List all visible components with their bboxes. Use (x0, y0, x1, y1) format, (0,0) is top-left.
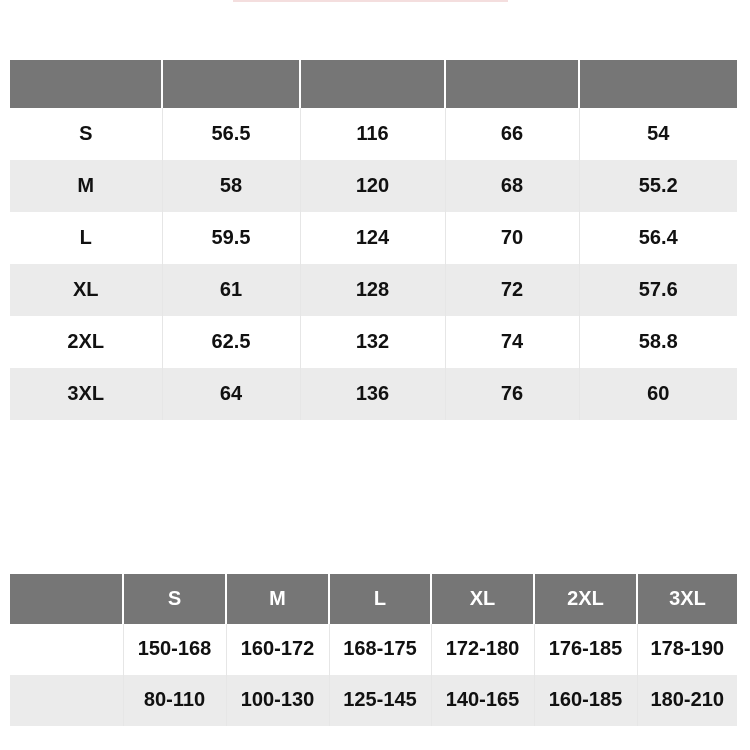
table-cell: 176-185 (534, 624, 637, 675)
table-cell: 54 (579, 108, 737, 160)
header-cell: XL (431, 574, 534, 624)
table-cell: 160-172 (226, 624, 329, 675)
table-header-row (10, 574, 737, 624)
table-cell: 128 (300, 264, 445, 316)
size-cell: 3XL (10, 368, 162, 420)
measurements-table (10, 60, 737, 420)
top-accent-line (233, 0, 508, 2)
table-cell: 64 (162, 368, 300, 420)
row-label-cell (10, 624, 123, 675)
table-cell: 76 (445, 368, 579, 420)
table-cell: 132 (300, 316, 445, 368)
table-row (10, 264, 737, 316)
header-cell: L (329, 574, 431, 624)
table-cell: 124 (300, 212, 445, 264)
table-header-row (10, 60, 737, 108)
table-cell: 172-180 (431, 624, 534, 675)
table-row (10, 108, 737, 160)
size-cell: M (10, 160, 162, 212)
table-cell: 125-145 (329, 675, 431, 726)
table-cell: 70 (445, 212, 579, 264)
header-cell: S (123, 574, 226, 624)
header-cell: 2XL (534, 574, 637, 624)
header-cell (300, 60, 445, 108)
table-row (10, 675, 737, 726)
table-row (10, 212, 737, 264)
table-row (10, 316, 737, 368)
table-cell: 68 (445, 160, 579, 212)
table-row (10, 368, 737, 420)
size-fit-table (10, 574, 737, 726)
header-cell (10, 60, 162, 108)
table-row (10, 160, 737, 212)
table-cell: 150-168 (123, 624, 226, 675)
table-cell: 55.2 (579, 160, 737, 212)
table-cell: 140-165 (431, 675, 534, 726)
table-cell: 168-175 (329, 624, 431, 675)
header-cell (445, 60, 579, 108)
table-cell: 180-210 (637, 675, 737, 726)
table-cell: 61 (162, 264, 300, 316)
size-cell: 2XL (10, 316, 162, 368)
header-cell: M (226, 574, 329, 624)
header-cell (10, 574, 123, 624)
table-cell: 59.5 (162, 212, 300, 264)
table-cell: 120 (300, 160, 445, 212)
header-cell: 3XL (637, 574, 737, 624)
table-cell: 136 (300, 368, 445, 420)
table-cell: 80-110 (123, 675, 226, 726)
table-cell: 56.5 (162, 108, 300, 160)
table-cell: 62.5 (162, 316, 300, 368)
table-cell: 74 (445, 316, 579, 368)
header-cell (579, 60, 737, 108)
table-cell: 116 (300, 108, 445, 160)
table-cell: 72 (445, 264, 579, 316)
table-row (10, 624, 737, 675)
table-cell: 58 (162, 160, 300, 212)
table-cell: 100-130 (226, 675, 329, 726)
table-cell: 60 (579, 368, 737, 420)
table-cell: 58.8 (579, 316, 737, 368)
row-label-cell (10, 675, 123, 726)
size-cell: XL (10, 264, 162, 316)
size-cell: L (10, 212, 162, 264)
table-cell: 57.6 (579, 264, 737, 316)
table-cell: 56.4 (579, 212, 737, 264)
table-cell: 160-185 (534, 675, 637, 726)
table-cell: 66 (445, 108, 579, 160)
size-cell: S (10, 108, 162, 160)
header-cell (162, 60, 300, 108)
table-cell: 178-190 (637, 624, 737, 675)
